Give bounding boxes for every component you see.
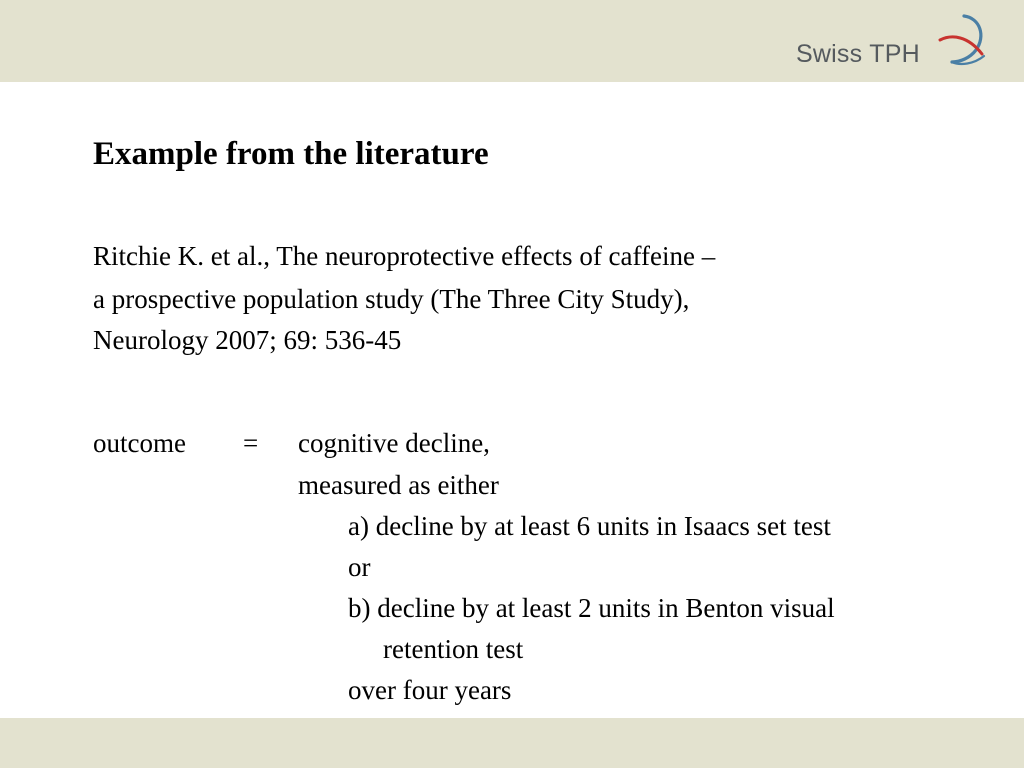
outcome-option-b-line-1: b) decline by at least 2 units in Benton visual bbox=[348, 593, 835, 623]
reference-line-2: a prospective population study (The Three City Study), bbox=[93, 284, 690, 314]
logo-text bbox=[796, 40, 920, 69]
outcome-period: over four years bbox=[348, 675, 512, 705]
outcome-equals: = bbox=[243, 428, 259, 458]
outcome-option-a: a) decline by at least 6 units in Isaacs set test bbox=[348, 511, 831, 541]
outcome-definition-line-2: measured as either bbox=[298, 470, 499, 500]
logo-word-swiss: Swiss bbox=[796, 40, 863, 68]
outcome-label: outcome bbox=[93, 428, 186, 458]
swiss-tph-swoosh-icon bbox=[930, 10, 990, 70]
slide-title: Example from the literature bbox=[93, 136, 489, 172]
outcome-definition-line-1: cognitive decline, bbox=[298, 428, 490, 458]
swiss-tph-logo bbox=[790, 10, 990, 74]
outcome-option-b-line-2: retention test bbox=[383, 634, 524, 664]
logo-word-tph: TPH bbox=[869, 40, 920, 68]
reference-line-1: Ritchie K. et al., The neuroprotective effects of caffeine – bbox=[93, 241, 716, 271]
outcome-or: or bbox=[348, 552, 371, 582]
reference-line-3: Neurology 2007; 69: 536-45 bbox=[93, 325, 402, 355]
footer-band bbox=[0, 718, 1024, 768]
